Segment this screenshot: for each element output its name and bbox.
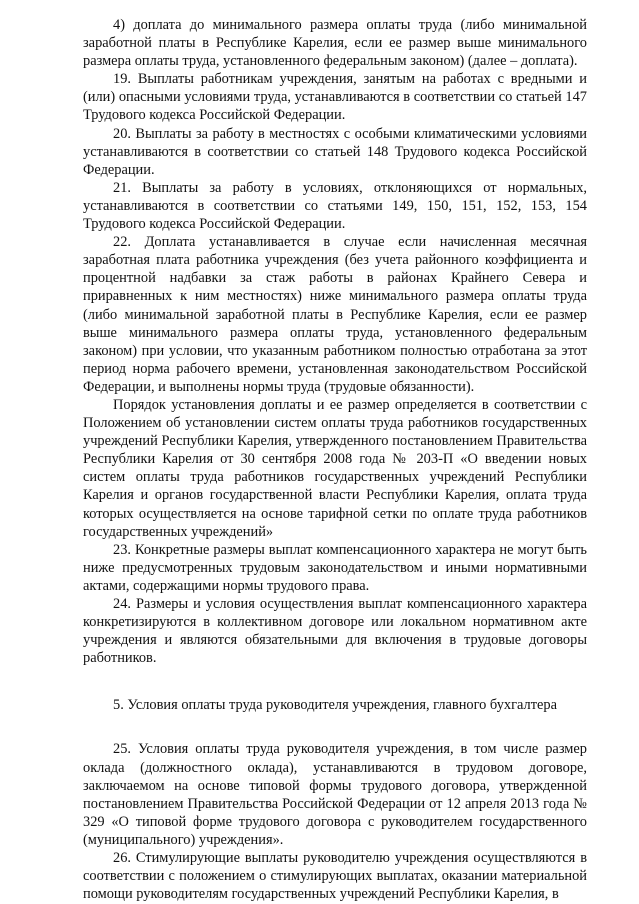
paragraph-23: 23. Конкретные размеры выплат компенсационного характера не могут быть ниже предусмотренных трудовым законодательством и иными нормативными актами, содержащими нормы трудового права. — [83, 541, 587, 594]
paragraph-26: 26. Стимулирующие выплаты руководителю учреждения осуществляются в соответствии с положением о стимулирующих выплатах, оказании материальной помощи руководителям государственных учреждений Республики Карелия, в — [83, 850, 587, 903]
paragraph-22: 22. Доплата устанавливается в случае если начисленная месячная заработная плата работника учреждения (без учета районного коэффициента и процентной надбавки за стаж работы в районах Крайнего Севера и приравненных к ним местностях) ниже минимального размера оплаты труда (либо минимальной заработной платы в Республике Карелия, если ее размер выше минимального размера оплаты труда, установленного федеральным законом) при условии, что указанным работником полностью отработана за этот период норма рабочего времени, установленная законодательством Российской Федерации, и выполнены нормы труда (трудовые обязанности). — [83, 234, 587, 395]
paragraph-24: 24. Размеры и условия осуществления выплат компенсационного характера конкретизируются в коллективном договоре или локальном нормативном акте учреждения и являются обязательными для включения в трудовые договоры работников. — [83, 596, 587, 667]
section-heading: 5. Условия оплаты труда руководителя учреждения, главного бухгалтера — [113, 697, 557, 714]
paragraph-21: 21. Выплаты за работу в условиях, отклоняющихся от нормальных, устанавливаются в соответствии со статьями 149, 150, 151, 152, 153, 154 Трудового кодекса Российской Федерации. — [83, 179, 587, 233]
paragraph-19: 19. Выплаты работникам учреждения, занятым на работах с вредными и (или) опасными условиями труда, устанавливаются в соответствии со статьей 147 Трудового кодекса Российской Федерации. — [83, 71, 587, 124]
paragraph-20: 20. Выплаты за работу в местностях с особыми климатическими условиями устанавливаются в соответствии со статьей 148 Трудового кодекса Российской Федерации. — [83, 125, 587, 178]
paragraph-25: 25. Условия оплаты труда руководителя учреждения, в том числе размер оклада (должностного оклада), устанавливаются в трудовом договоре, заключаемом на основе типовой формы трудового договора, утвержденной постановлением Правительства Российской Федерации от 12 апреля 2013 года № 329 «О типовой форме трудового договора с руководителем государственного (муниципального) учреждения». — [83, 741, 587, 848]
paragraph-procedure: Порядок установления доплаты и ее размер определяется в соответствии с Положением об установлении систем оплаты труда работников государственных учреждений Республики Карелия, утвержденного постановлением Правительства Республики Карелия от 30 сентября 2008 года № 203-П «О введении новых систем оплаты труда работников государственных учреждений Республики Карелия и органов государственной власти Республики Карелия, оплата труда которых осуществляется на основе тарифной сетки по оплате труда работников государственных учреждений» — [83, 396, 587, 540]
paragraph-4-doplata: 4) доплата до минимального размера оплаты труда (либо минимальной заработной платы в Республике Карелия, если ее размер выше минимального размера оплаты труда, установленного федеральным законом) (далее – доплата). — [83, 17, 587, 70]
